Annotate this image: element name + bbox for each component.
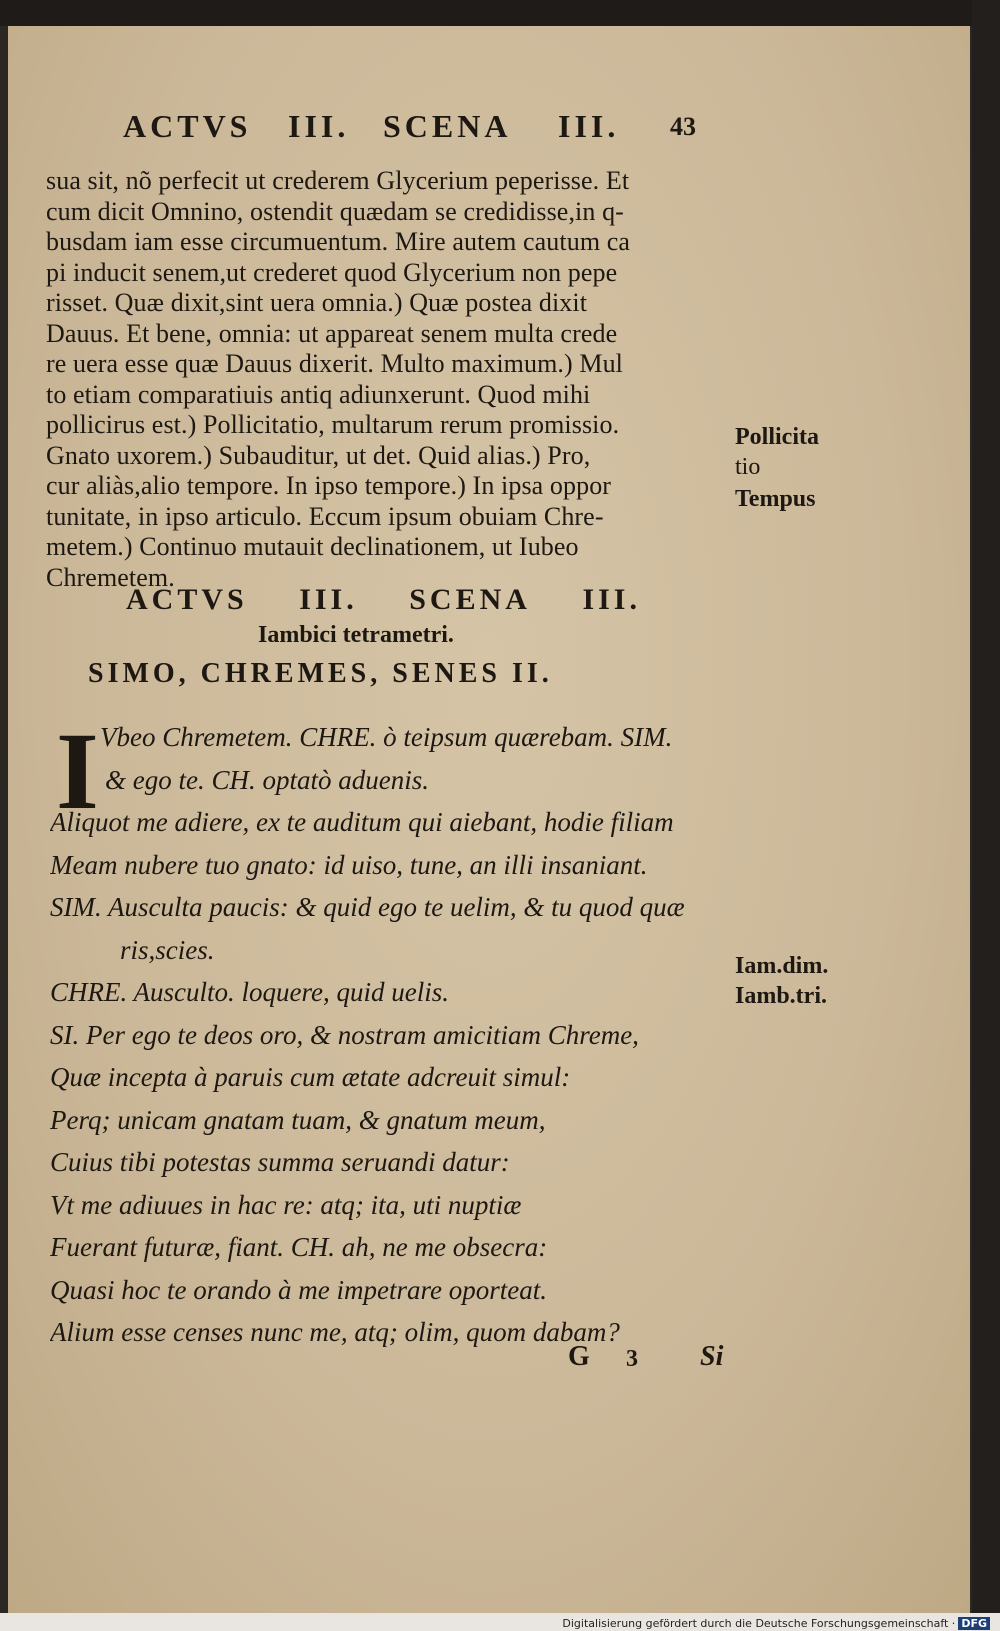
commentary-line: pi inducit senem,ut crederet quod Glycerium non pepe <box>46 257 618 287</box>
running-head <box>123 108 723 158</box>
running-head-scene-number: III. <box>558 108 620 144</box>
scene-heading <box>126 583 641 617</box>
book-page <box>8 26 970 1613</box>
margin-note-tempus: Tempus <box>735 486 816 512</box>
verse-block <box>50 710 750 1354</box>
commentary-line: Gnato uxorem.) Subauditur, ut det. Quid alias.) Pro, <box>46 440 591 470</box>
folio-number: 43 <box>670 112 696 141</box>
verse-line: Cuius tibi potestas summa seruandi datur: <box>50 1147 510 1177</box>
commentary-line: sua sit, nõ perfecit ut crederem Glycerium peperisse. Et <box>46 166 630 195</box>
scan-border-top <box>0 0 1000 26</box>
scene-heading-act-number: III. <box>299 583 358 616</box>
dfg-logo-icon: DFG <box>958 1617 990 1630</box>
commentary-block <box>46 166 736 593</box>
verse-line: Perq; unicam gnatam tuam, & gnatum meum, <box>50 1104 546 1135</box>
margin-note-iam-dim: Iam.dim. <box>735 953 829 979</box>
verse-line: Vbeo Chremetem. CHRE. ò teipsum quærebam. SIM. <box>100 722 673 752</box>
verse-line: CHRE. Ausculto. loquere, quid uelis. <box>50 977 449 1007</box>
running-head-actus: ACTVS <box>123 108 252 144</box>
verse-line: Alium esse censes nunc me, atq; olim, quom dabam? <box>50 1317 620 1347</box>
verse-line: SI. Per ego te deos oro, & nostram amicitiam Chreme, <box>50 1019 639 1050</box>
drop-cap: I <box>56 710 99 832</box>
margin-note-tio: tio <box>735 454 761 480</box>
commentary-line: tunitate, in ipso articulo. Eccum ipsum obuiam Chre- <box>46 501 604 531</box>
verse-line: Meam nubere tuo gnato: id uiso, tune, an illi insaniant. <box>50 849 648 880</box>
meter-heading: Iambici tetrametri. <box>258 622 454 648</box>
commentary-line: metem.) Continuo mutauit declinationem, ut Iubeo <box>46 532 579 561</box>
margin-note-pollicita: Pollicita <box>735 424 819 450</box>
signature-mark: G <box>568 1341 590 1372</box>
commentary-line: re uera esse quæ Dauus dixerit. Multo maximum.) Mul <box>46 349 623 378</box>
credit-text: Digitalisierung gefördert durch die Deutsche Forschungsgemeinschaft · <box>562 1617 956 1630</box>
commentary-line: Dauus. Et bene, omnia: ut appareat senem multa crede <box>46 318 618 348</box>
verse-line: Vt me adiuues in hac re: atq; ita, uti nuptiæ <box>50 1189 522 1220</box>
verse-line: & ego te. CH. optatò aduenis. <box>105 764 429 795</box>
scene-heading-actus: ACTVS <box>126 583 248 616</box>
verse-line: Quæ incepta à paruis cum ætate adcreuit simul: <box>50 1062 571 1092</box>
verse-line: Fuerant futuræ, fiant. CH. ah, ne me obsecra: <box>50 1232 548 1262</box>
catchword: Si <box>700 1341 724 1372</box>
running-head-scena: SCENA <box>383 108 512 144</box>
verse-line: Aliquot me adiere, ex te auditum qui aiebant, hodie filiam <box>50 807 674 837</box>
digitization-credit <box>562 1617 990 1630</box>
commentary-line: to etiam comparatiuis antiq adiunxerunt. Quod mihi <box>46 379 591 409</box>
commentary-line: Chremetem. <box>46 562 175 592</box>
dramatis-personae: SIMO, CHREMES, SENES II. <box>88 658 553 689</box>
commentary-line: risset. Quæ dixit,sint uera omnia.) Quæ postea dixit <box>46 288 588 317</box>
verse-line: ris,scies. <box>120 934 215 965</box>
signature-number: 3 <box>626 1346 638 1372</box>
verse-line: Quasi hoc te orando à me impetrare oporteat. <box>50 1274 547 1305</box>
commentary-line: cum dicit Omnino, ostendit quædam se credidisse,in q- <box>46 196 624 226</box>
commentary-line: cur aliàs,alio tempore. In ipso tempore.) In ipsa oppor <box>46 471 612 500</box>
commentary-line: busdam iam esse circumuentum. Mire autem cautum ca <box>46 227 631 256</box>
margin-note-iamb-tri: Iamb.tri. <box>735 983 827 1009</box>
scan-border-right <box>972 0 1000 1631</box>
verse-line: SIM. Ausculta paucis: & quid ego te uelim, & tu quod quæ <box>50 892 685 922</box>
footer-bar <box>0 1613 1000 1631</box>
running-head-act-number: III. <box>288 108 350 144</box>
commentary-line: pollicirus est.) Pollicitatio, multarum rerum promissio. <box>46 410 620 439</box>
scene-heading-scene-number: III. <box>582 583 641 616</box>
scene-heading-scena: SCENA <box>409 583 531 616</box>
